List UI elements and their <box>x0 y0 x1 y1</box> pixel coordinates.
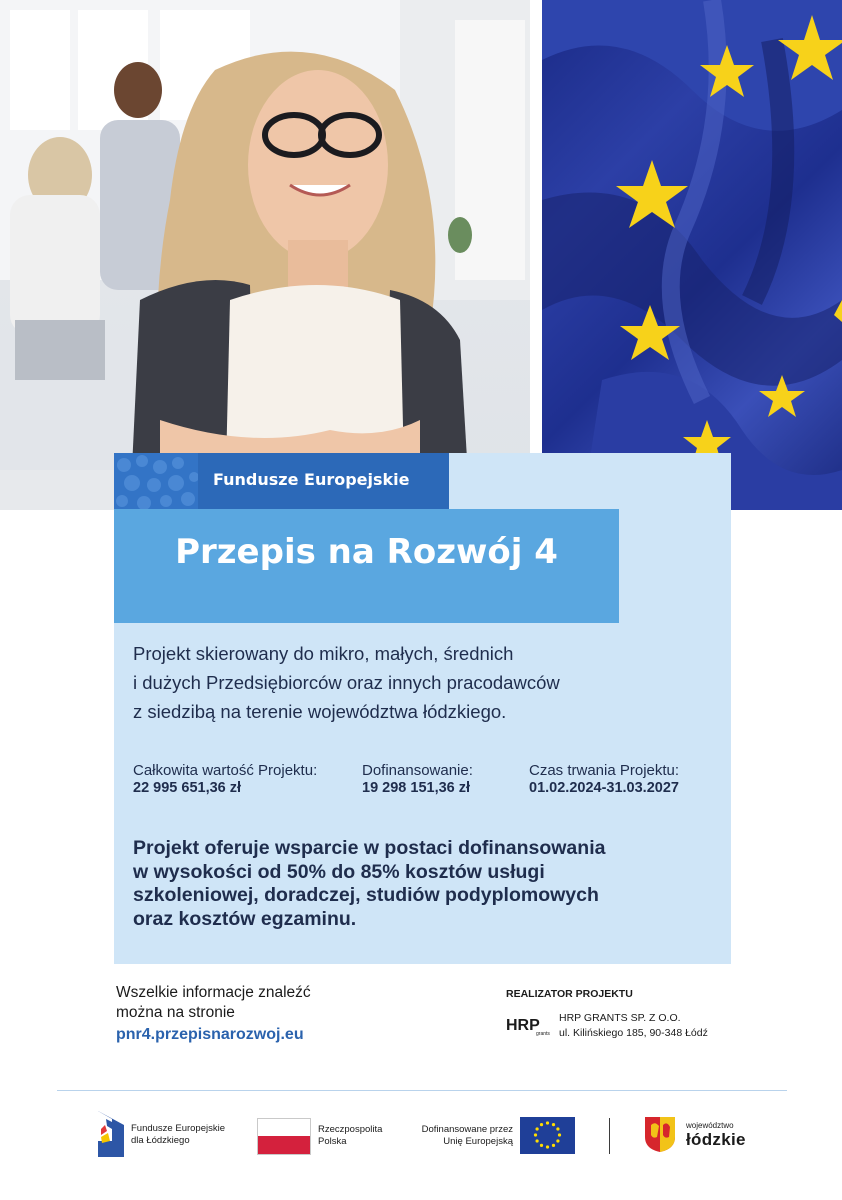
contractor-address: ul. Kilińskiego 185, 90-348 Łódź <box>559 1027 708 1039</box>
lodzkie-crest-icon <box>645 1117 675 1152</box>
fe-logo-line: dla Łódzkiego <box>131 1135 190 1146</box>
website-link[interactable]: pnr4.przepisnarozwoj.eu <box>116 1026 304 1043</box>
poland-logo-text <box>318 1124 382 1148</box>
stat-label: Czas trwania Projektu: <box>529 762 680 779</box>
contractor-heading: REALIZATOR PROJEKTU <box>506 988 633 1000</box>
stat-total-value <box>133 762 317 797</box>
description-line: Projekt skierowany do mikro, małych, średnich <box>133 643 514 664</box>
project-description <box>133 639 653 726</box>
pl-logo-line: Rzeczpospolita <box>318 1124 383 1135</box>
stat-duration <box>529 762 679 797</box>
description-line: i dużych Przedsiębiorców oraz innych pracodawców <box>133 672 560 693</box>
photo-eu-flag <box>542 0 842 510</box>
offer-line: szkoleniowej, doradczej, studiów podyplomowych <box>133 884 599 906</box>
hrp-logo <box>506 1015 550 1037</box>
stat-value: 22 995 651,36 zł <box>133 780 242 796</box>
eu-logo-line: Unię Europejską <box>443 1136 513 1147</box>
svg-text:HRP: HRP <box>506 1017 540 1034</box>
poland-flag-icon <box>257 1118 311 1155</box>
offer-line: Projekt oferuje wsparcie w postaci dofinansowania <box>133 837 606 859</box>
fe-logo-text <box>131 1123 225 1147</box>
contractor-details <box>559 1011 708 1041</box>
eu-logo-text <box>410 1124 513 1148</box>
stat-value: 19 298 151,36 zł <box>362 780 471 796</box>
photo-woman-office <box>0 0 530 510</box>
region-label-small: województwo <box>686 1121 734 1130</box>
page-title: Przepis na Rozwój 4 <box>175 532 558 572</box>
fundusze-europejskie-logo-icon <box>98 1111 124 1157</box>
eu-logo-line: Dofinansowane przez <box>421 1124 513 1135</box>
offer-text <box>133 837 693 931</box>
program-pattern <box>114 453 198 509</box>
stat-funding <box>362 762 473 797</box>
footer-separator <box>609 1118 610 1154</box>
footer-divider <box>57 1090 787 1091</box>
contractor-name: HRP GRANTS SP. Z O.O. <box>559 1012 681 1024</box>
offer-line: oraz kosztów egzaminu. <box>133 907 357 930</box>
description-line: z siedzibą na terenie województwa łódzkiego. <box>133 701 507 722</box>
pl-logo-line: Polska <box>318 1136 347 1147</box>
info-line: Wszelkie informacje znaleźć <box>116 984 311 1001</box>
info-line: można na stronie <box>116 1004 235 1021</box>
stat-value: 01.02.2024-31.03.2027 <box>529 780 679 796</box>
fe-logo-line: Fundusze Europejskie <box>131 1123 225 1134</box>
stat-label: Całkowita wartość Projektu: <box>133 762 318 779</box>
info-text <box>116 983 311 1023</box>
stat-label: Dofinansowanie: <box>362 762 473 779</box>
svg-text:grants: grants <box>536 1031 550 1037</box>
program-label: Fundusze Europejskie <box>213 470 410 489</box>
eu-flag-icon <box>520 1117 575 1154</box>
region-label-big: łódzkie <box>686 1130 746 1149</box>
offer-line: w wysokości od 50% do 85% kosztów usługi <box>133 860 545 883</box>
